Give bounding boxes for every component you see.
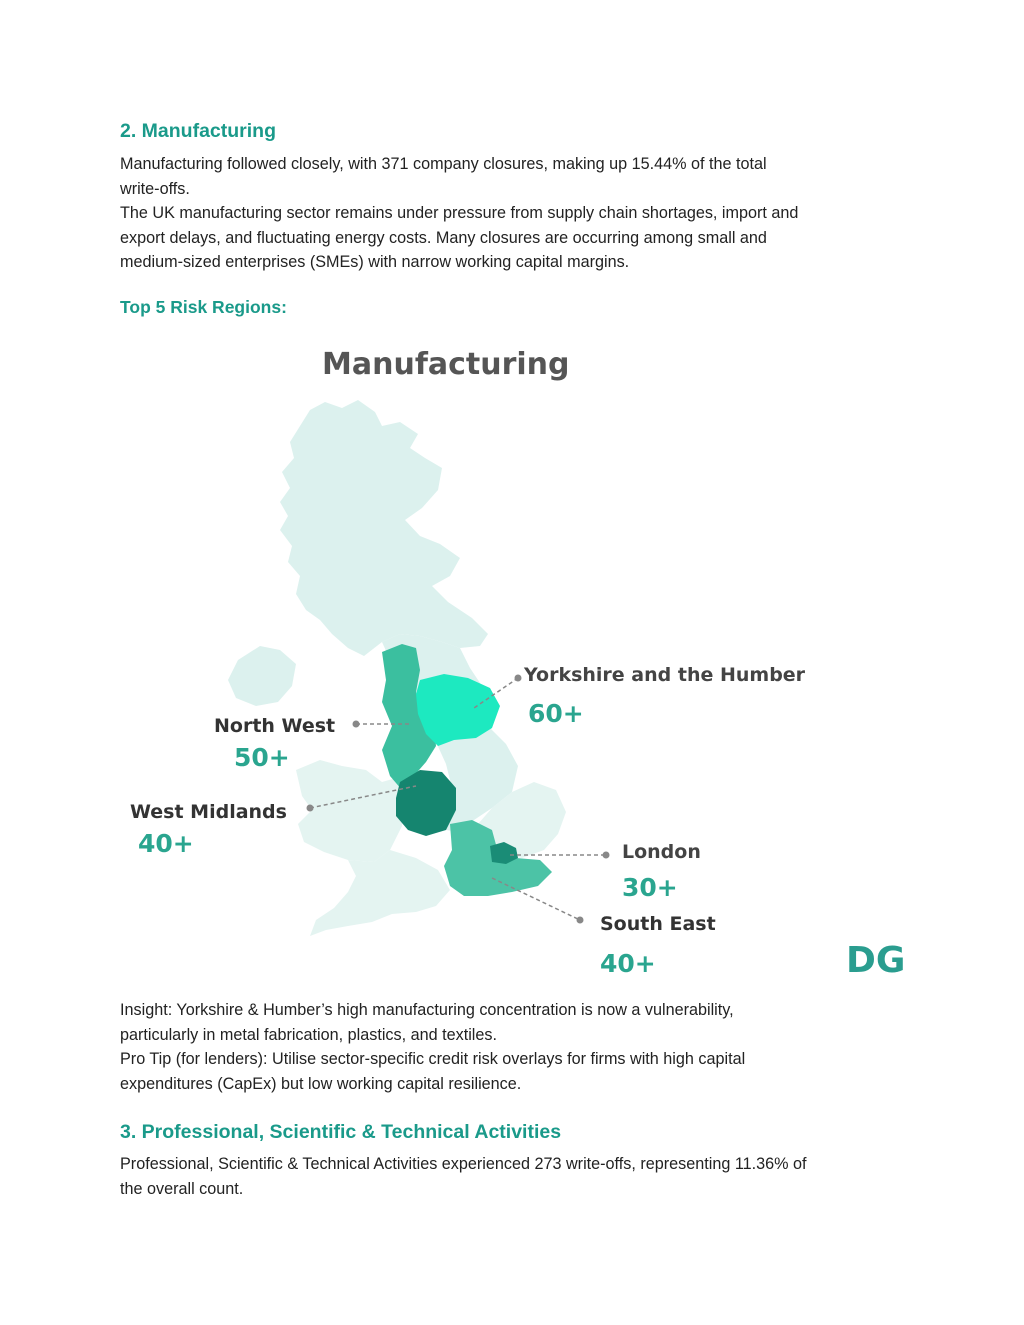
manufacturing-body [120,152,910,275]
manufacturing-para2-line-2: export delays, and fluctuating energy costs. Many closures are occurring among small and [120,228,767,247]
insight-section [120,998,910,1096]
manufacturing-heading: 2. Manufacturing [120,120,277,142]
manufacturing-section [120,120,910,143]
west-midlands-leader-dot [307,805,314,812]
manufacturing-line-2: write-offs. [120,179,190,198]
north-west-leader-dot [353,721,360,728]
uk-map-figure [120,330,910,990]
pro-tip-line-1: Pro Tip (for lenders): Utilise sector-specific credit risk overlays for firms with high capital [120,1050,746,1069]
wales-shape [296,760,404,862]
svg-text:DG: DG [846,940,906,981]
map-title: Manufacturing [322,347,570,382]
professional-section [120,1121,910,1144]
london-leader-dot [603,852,610,859]
manufacturing-para2-line-3: medium-sized enterprises (SMEs) with narrow working capital margins. [120,253,630,272]
west-midlands-label: West Midlands [130,801,287,823]
manufacturing-line-1: Manufacturing followed closely, with 371 company closures, making up 15.44% of the total [120,155,767,173]
scotland-shape [280,400,488,656]
west-midlands-region [396,770,456,836]
yorkshire-value: 60+ [528,699,584,728]
regions-heading: Top 5 Risk Regions: [120,297,287,317]
professional-line-2: the overall count. [120,1179,244,1198]
insight-line-1: Insight: Yorkshire & Humber’s high manufacturing concentration is now a vulnerability, [120,1001,734,1019]
yorkshire-leader-dot [515,675,522,682]
london-label: London [622,841,701,863]
manufacturing-map [120,330,910,990]
south-east-value: 40+ [600,949,656,978]
north-west-value: 50+ [234,743,290,772]
professional-line-1: Professional, Scientific & Technical Activities experienced 273 write-offs, representing 11.36% of [120,1155,807,1173]
south-east-label: South East [600,913,716,935]
south-east-leader-dot [577,917,584,924]
pro-tip-line-2: expenditures (CapEx) but low working capital resilience. [120,1074,522,1093]
london-value: 30+ [622,873,678,902]
west-midlands-value: 40+ [138,829,194,858]
northern-ireland-shape [228,646,296,706]
dg-logo-icon [846,940,905,981]
professional-heading: 3. Professional, Scientific & Technical Activities [120,1121,562,1143]
south-west-shape [310,850,450,936]
yorkshire-label: Yorkshire and the Humber [524,664,806,686]
manufacturing-para2-line-1: The UK manufacturing sector remains under pressure from supply chain shortages, import and [120,204,799,223]
insight-line-2: particularly in metal fabrication, plastics, and textiles. [120,1025,497,1044]
professional-body [120,1152,910,1201]
regions-section [120,297,910,318]
north-west-label: North West [214,715,336,737]
